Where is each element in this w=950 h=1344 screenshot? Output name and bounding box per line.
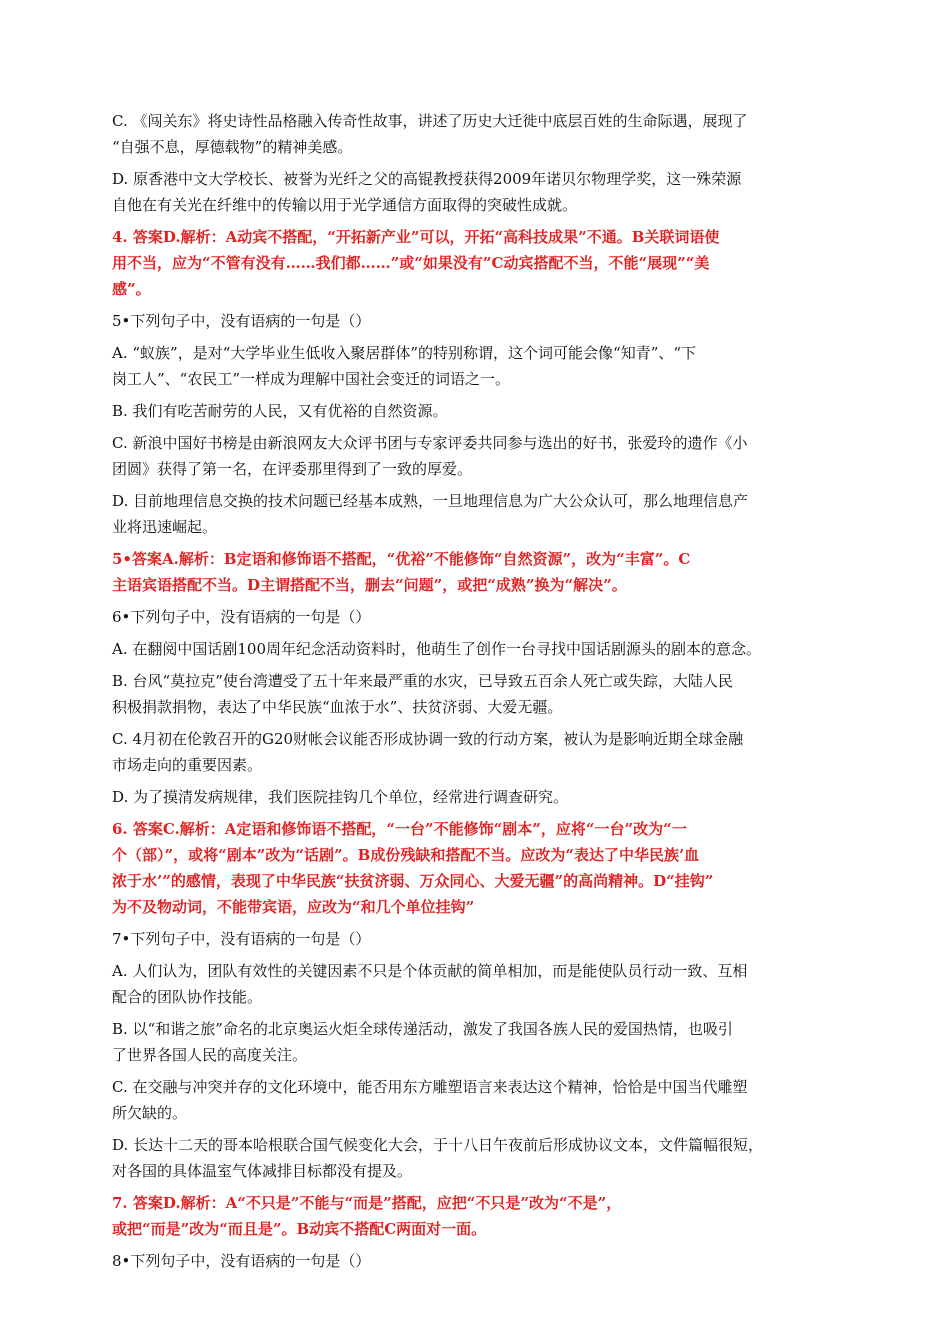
text-line: 7•下列句子中，没有语病的一句是（） (112, 930, 371, 948)
text-line: D. 为了摸清发病规律，我们医院挂钩几个单位，经常进行调查研究。 (112, 788, 569, 806)
text-line: 6. 答案C.解析：A定语和修饰语不搭配，“一台”不能修饰“剧本”，应将“一台”改为“一 (112, 820, 687, 838)
answer-option (112, 636, 850, 662)
answer-explanation (112, 1190, 850, 1242)
answer-option (112, 1016, 850, 1068)
answer-option (112, 430, 850, 482)
answer-option (112, 726, 850, 778)
text-line: 市场走向的重要因素。 (112, 756, 263, 774)
answer-option (112, 340, 850, 392)
text-line: 岗工人”、“农民工”一样成为理解中国社会变迁的词语之一。 (112, 370, 511, 388)
text-line: 了世界各国人民的高度关注。 (112, 1046, 308, 1064)
question-stem (112, 308, 850, 334)
question-stem (112, 926, 850, 952)
text-line: 自他在有关光在纤维中的传输以用于光学通信方面取得的突破性成就。 (112, 196, 578, 214)
text-line: 用不当，应为“不管有没有……我们都……”或“如果没有”C动宾搭配不当，不能“展现”“美 (112, 254, 710, 272)
answer-option (112, 958, 850, 1010)
text-line: 主语宾语搭配不当。D主谓搭配不当，删去“问题”，或把“成熟”换为“解决”。 (112, 576, 627, 594)
question-stem (112, 604, 850, 630)
text-line: D. 长达十二天的哥本哈根联合国气候变化大会，于十八日午夜前后形成协议文本，文件篇幅很短， (112, 1136, 764, 1154)
text-line: 浓于水’”的感情，表现了中华民族“扶贫济弱、万众同心、大爱无疆”的高尚精神。D“挂钩” (112, 872, 714, 890)
text-line: 6•下列句子中，没有语病的一句是（） (112, 608, 371, 626)
text-line: C. 《闯关东》将史诗性品格融入传奇性故事，讲述了历史大迁徙中底层百姓的生命际遇，展现了 (112, 112, 748, 130)
text-line: 所欠缺的。 (112, 1104, 188, 1122)
answer-option (112, 488, 850, 540)
text-line: 4. 答案D.解析：A动宾不搭配，“开拓新产业”可以，开拓“高科技成果”不通。B关联词语使 (112, 228, 720, 246)
answer-option (112, 108, 850, 160)
text-line: 业将迅速崛起。 (112, 518, 218, 536)
text-line: A. 人们认为，团队有效性的关键因素不只是个体贡献的简单相加，而是能使队员行动一致、互相 (112, 962, 748, 980)
text-line: B. 我们有吃苦耐劳的人民，又有优裕的自然资源。 (112, 402, 448, 420)
answer-explanation (112, 224, 850, 302)
text-line: 为不及物动词，不能带宾语，应改为“和几个单位挂钩” (112, 898, 475, 916)
answer-option (112, 784, 850, 810)
text-line: 团圆》获得了第一名，在评委那里得到了一致的厚爱。 (112, 460, 473, 478)
answer-option (112, 166, 850, 218)
text-line: 对各国的具体温室气体减排目标都没有提及。 (112, 1162, 413, 1180)
text-line: D. 原香港中文大学校长、被誉为光纤之父的高锟教授获得2009年诺贝尔物理学奖，这一殊荣源 (112, 170, 742, 188)
answer-option (112, 668, 850, 720)
text-line: 感”。 (112, 280, 151, 298)
text-line: A. 在翻阅中国话剧100周年纪念活动资料时，他萌生了创作一台寻找中国话剧源头的剧本的意念。 (112, 640, 762, 658)
text-line: B. 台风“莫拉克”使台湾遭受了五十年来最严重的水灾，已导致五百余人死亡或失踪，大陆人民 (112, 672, 733, 690)
answer-option (112, 1074, 850, 1126)
text-line: D. 目前地理信息交换的技术问题已经基本成熟，一旦地理信息为广大公众认可，那么地理信息产 (112, 492, 749, 510)
text-line: 5•下列句子中，没有语病的一句是（） (112, 312, 371, 330)
answer-explanation (112, 816, 850, 920)
answer-explanation (112, 546, 850, 598)
text-line: B. 以“和谐之旅”命名的北京奥运火炬全球传递活动，激发了我国各族人民的爱国热情，也吸引 (112, 1020, 733, 1038)
text-line: 7. 答案D.解析：A“不只是”不能与“而是”搭配，应把“不只是”改为“不是”， (112, 1194, 622, 1212)
text-line: C. 新浪中国好书榜是由新浪网友大众评书团与专家评委共同参与选出的好书，张爱玲的遗作《小 (112, 434, 748, 452)
answer-option (112, 1132, 850, 1184)
text-line: 个（部）”，或将“剧本”改为“话剧”。B成份残缺和搭配不当。应改为“表达了中华民族’血 (112, 846, 700, 864)
text-line: 积极捐款捐物，表达了中华民族“血浓于水”、扶贫济弱、大爱无疆。 (112, 698, 563, 716)
question-stem (112, 1248, 850, 1274)
text-line: A. “蚁族”，是对“大学毕业生低收入聚居群体”的特别称谓，这个词可能会像“知青”、“下 (112, 344, 697, 362)
text-line: 或把“而是”改为“而且是”。B动宾不搭配C两面对一面。 (112, 1220, 487, 1238)
text-line: 8•下列句子中，没有语病的一句是（） (112, 1252, 371, 1270)
text-line: C. 4月初在伦敦召开的G20财帐会议能否形成协调一致的行动方案，被认为是影响近期全球金融 (112, 730, 744, 748)
text-line: 配合的团队协作技能。 (112, 988, 263, 1006)
text-line: 5•答案A.解析：B定语和修饰语不搭配，“优裕”不能修饰“自然资源”，改为“丰富”。C (112, 550, 691, 568)
answer-option (112, 398, 850, 424)
text-line: “自强不息，厚德载物”的精神美感。 (112, 138, 353, 156)
text-line: C. 在交融与冲突并存的文化环境中，能否用东方雕塑语言来表达这个精神，恰恰是中国当代雕塑 (112, 1078, 748, 1096)
